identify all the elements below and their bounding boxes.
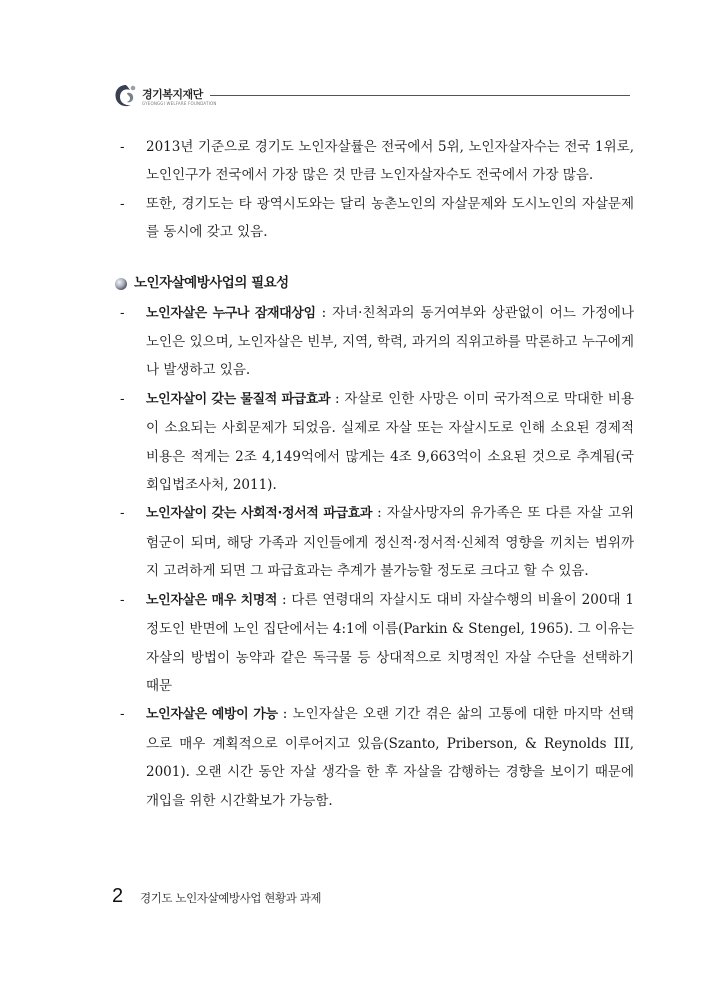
footer-doc-title: 경기도 노인자살예방사업 현황과 과제	[140, 891, 322, 905]
bullet-dash: -	[120, 505, 125, 522]
header-divider	[210, 95, 630, 96]
bullet-item	[120, 700, 634, 815]
bullet-dash: -	[120, 304, 125, 321]
bullet-text: : 자녀·친척과의 동거여부와 상관없이 어느 가정에나 노인은 있으며, 노인자살은 빈부, 지역, 학력, 과거의 직위고하를 막론하고 누구에게나 발생하고 있음.	[146, 304, 634, 379]
bullet-keyword: 노인자살은 예방이 가능	[146, 707, 278, 723]
bullet-dash: -	[120, 706, 125, 723]
bullet-dash: -	[120, 591, 125, 608]
bullet-text: : 다른 연령대의 자살시도 대비 자살수행의 비율이 200대 1정도인 반면에 노인 집단에서는 4:1에 이름(Parkin & Stengel, 1965). 그 이유는 자살의 방법이 농약과 같은 독극물 등 상대적으로 치명적인 자살 수단을 선택하기 때문	[146, 591, 634, 694]
page-number: 2	[112, 885, 124, 907]
bullet-keyword: 노인자살은 매우 치명적	[146, 592, 278, 608]
page-header	[112, 78, 632, 118]
bullet-text: : 자살로 인한 사망은 이미 국가적으로 막대한 비용이 소요되는 사회문제가 되었음. 실제로 자살 또는 자살시도로 인해 소요된 경제적 비용은 적게는 2조 4,149억에서 많게는 4조 9,663억이 소요된 것으로 추계됨(국회입법조사처, 2011).	[146, 390, 635, 494]
bullet-keyword: 노인자살이 갖는 사회적·정서적 파급효과	[146, 506, 373, 522]
org-subtitle: GYEONGGI WELFARE FOUNDATION	[142, 101, 217, 106]
section-title: 노인자살예방사업의 필요성	[134, 274, 289, 291]
bullet-item	[120, 190, 634, 247]
bullet-text: 또한, 경기도는 타 광역시도와는 달리 농촌노인의 자살문제와 도시노인의 자살문제를 동시에 갖고 있음.	[146, 195, 634, 241]
swirl-logo-icon	[112, 82, 140, 110]
bullet-dash: -	[120, 139, 125, 155]
bullet-item	[120, 299, 634, 385]
main-content	[120, 133, 634, 815]
bullet-dash: -	[120, 195, 125, 212]
bullet-text: 2013년 기준으로 경기도 노인자살률은 전국에서 5위, 노인자살자수는 전국 1위로, 노인인구가 전국에서 가장 많은 것 만큼 노인자살자수도 전국에서 가장 많음.	[146, 139, 634, 184]
bullet-item	[120, 385, 634, 500]
sphere-bullet-icon	[114, 277, 128, 291]
org-name: 경기복지재단	[142, 88, 203, 101]
bullet-keyword: 노인자살이 갖는 물질적 파급효과	[146, 391, 331, 407]
bullet-text: : 노인자살은 오랜 기간 겪은 삶의 고통에 대한 마지막 선택으로 매우 계획적으로 이루어지고 있음(Szanto, Priberson, & Reynolds III, 2001). 오랜 시간 동안 자살 생각을 한 후 자살을 감행하는 경향을 보이기 때문에 개입을 위한 시간확보가 가능함.	[146, 706, 634, 809]
bullet-text: : 자살사망자의 유가족은 또 다른 자살 고위험군이 되며, 해당 가족과 지인들에게 정신적·정서적·신체적 영향을 끼치는 범위까지 고려하게 되면 그 파급효과는 추계가 불가능할 정도로 크다고 할 수 있음.	[146, 505, 634, 580]
section-heading	[114, 269, 634, 299]
bullet-dash: -	[120, 390, 125, 407]
bullet-keyword: 노인자살은 누구나 잠재대상임	[146, 305, 316, 321]
bullet-item	[120, 499, 634, 585]
bullet-item	[120, 133, 634, 190]
bullet-item	[120, 586, 634, 701]
